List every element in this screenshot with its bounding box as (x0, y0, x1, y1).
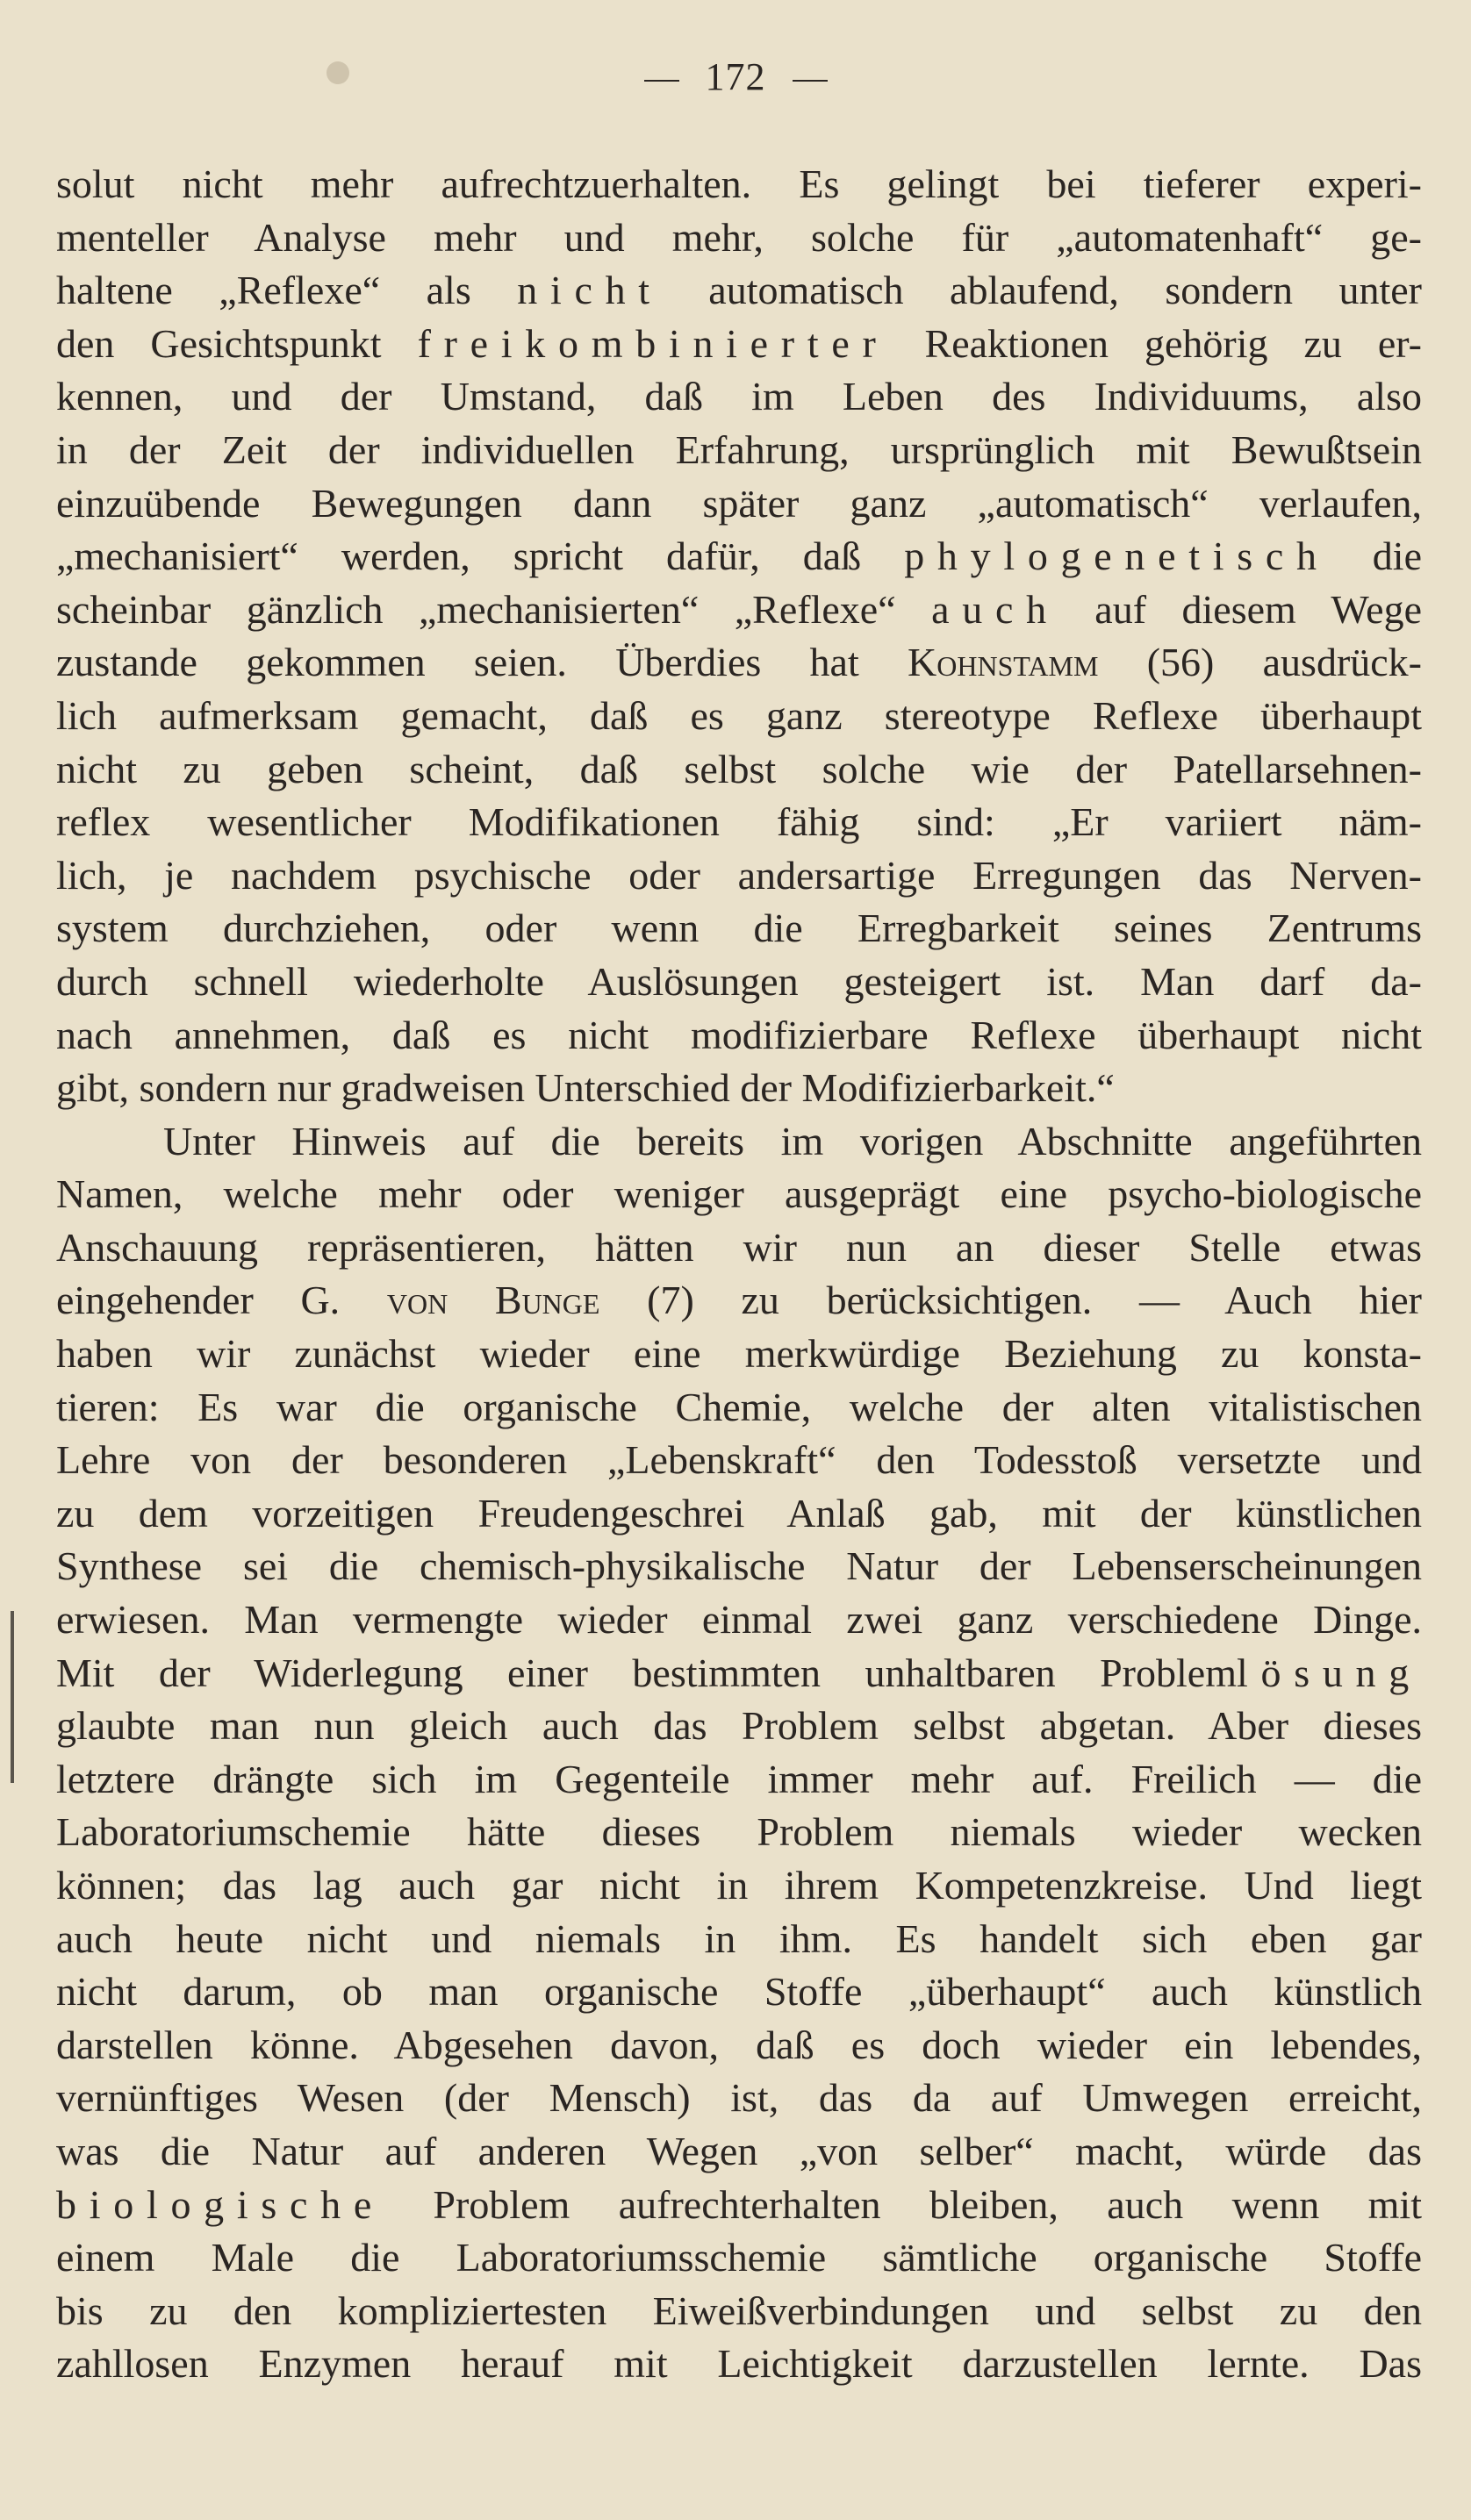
text-run: menteller Analyse mehr und mehr, solche für „automatenhaft“ ge- (56, 214, 1422, 260)
text-run: zustande gekommen seien. Überdies hat (56, 640, 908, 685)
text-line (56, 158, 1422, 211)
spaced-emphasis: biologische (56, 2181, 384, 2227)
text-line (56, 1168, 1422, 1221)
text-run: Laboratoriumschemie hätte dieses Problem niemals wieder wecken (56, 1809, 1422, 1855)
text-line (56, 2019, 1422, 2073)
text-line (56, 849, 1422, 903)
text-run: haltene „Reflexe“ als (56, 268, 518, 313)
text-run: reflex wesentlicher Modifikationen fähig sind: „Er variiert näm- (56, 799, 1422, 845)
text-run: system durchziehen, oder wenn die Erregbarkeit seines Zentrums (56, 906, 1422, 951)
text-run: was die Natur auf anderen Wegen „von selber“ macht, würde das (56, 2128, 1422, 2173)
text-run: „mechanisiert“ werden, spricht dafür, daß (56, 533, 905, 579)
text-run: kennen, und der Umstand, daß im Leben des Individuums, also (56, 374, 1422, 419)
text-line (56, 2285, 1422, 2338)
spaced-emphasis: nicht (517, 268, 663, 313)
text-run: die (1329, 533, 1422, 579)
text-run: erwiesen. Man vermengte wieder einmal zwei ganz verschiedene Dinge. (56, 1597, 1422, 1643)
text-run: automatisch ablaufend, sondern unter (662, 268, 1422, 313)
text-line (56, 1806, 1422, 1859)
text-run: lich, je nachdem psychische oder andersartige Erregungen das Nerven- (56, 852, 1422, 898)
text-run: Lehre von der besonderen „Lebenskraft“ den Todesstoß versetzte und (56, 1437, 1422, 1483)
spaced-emphasis: phylogenetisch (904, 533, 1330, 579)
text-line (56, 2337, 1422, 2391)
text-line (56, 743, 1422, 797)
text-line (56, 2072, 1422, 2125)
text-line (56, 1487, 1422, 1541)
text-line (56, 1328, 1422, 1381)
text-run: auch heute nicht und niemals in ihm. Es handelt sich eben gar (56, 1915, 1422, 1961)
text-run: in der Zeit der individuellen Erfahrung, ursprünglich mit Bewußtsein (56, 426, 1422, 472)
text-line (56, 2179, 1422, 2232)
text-line (56, 1009, 1422, 1063)
text-line (56, 530, 1422, 583)
text-run: letztere drängte sich im Gegenteile immer mehr auf. Freilich — die (56, 1756, 1422, 1801)
text-run: auf diesem Wege (1058, 586, 1422, 632)
text-run: einzuübende Bewegungen dann später ganz „automatisch“ verlaufen, (56, 480, 1422, 526)
page-number: 172 (705, 55, 766, 98)
text-line (56, 1700, 1422, 1753)
text-line (56, 1913, 1422, 1966)
text-run: haben wir zunächst wieder eine merkwürdige Beziehung zu konsta- (56, 1331, 1422, 1377)
text-line (56, 477, 1422, 531)
author-name: von Bunge (386, 1278, 600, 1323)
text-line (56, 796, 1422, 849)
text-line (56, 902, 1422, 956)
text-run: einem Male die Laboratoriumsschemie sämtliche organische Stoffe (56, 2235, 1422, 2280)
text-run: scheinbar gänzlich „mechanisierten“ „Reflexe“ (56, 586, 932, 632)
text-line (56, 690, 1422, 743)
text-line (56, 636, 1422, 690)
text-run: durch schnell wiederholte Auslösungen gesteigert ist. Man darf da- (56, 958, 1422, 1004)
text-run: darstellen könne. Abgesehen davon, daß es doch wieder ein lebendes, (56, 2022, 1422, 2067)
text-line (56, 1274, 1422, 1328)
text-run: (56) ausdrück- (1098, 640, 1422, 685)
text-run: können; das lag auch gar nicht in ihrem Kompetenzkreise. Und liegt (56, 1863, 1422, 1908)
right-dash (793, 80, 828, 82)
text-run: lich aufmerksam gemacht, daß es ganz stereotype Reflexe überhaupt (56, 692, 1422, 738)
text-run: vernünftiges Wesen (der Mensch) ist, das da auf Umwegen erreicht, (56, 2075, 1422, 2121)
text-run: zahllosen Enzymen herauf mit Leichtigkeit darzustellen lernte. Das (56, 2341, 1422, 2387)
text-run: Reaktionen gehörig zu er- (888, 320, 1422, 366)
text-line (56, 318, 1422, 371)
text-line (56, 1062, 1422, 1115)
text-run: gibt, sondern nur gradweisen Unterschied der Modifizierbarkeit.“ (56, 1065, 1115, 1111)
text-run: glaubte man nun gleich auch das Problem selbst abgetan. Aber dieses (56, 1703, 1422, 1749)
text-line (56, 1593, 1422, 1647)
text-run: nicht darum, ob man organische Stoffe „überhaupt“ auch künstlich (56, 1969, 1422, 2015)
text-line (56, 1647, 1422, 1700)
text-run: nicht zu geben scheint, daß selbst solche wie der Patellarsehnen- (56, 746, 1422, 791)
page-number-header (0, 54, 1471, 99)
text-line (56, 2231, 1422, 2285)
text-run: Unter Hinweis auf die bereits im vorigen Abschnitte angeführten (163, 1118, 1422, 1163)
text-line (56, 1540, 1422, 1593)
text-run: Namen, welche mehr oder weniger ausgeprägt eine psycho-biologische (56, 1171, 1422, 1217)
text-line (56, 370, 1422, 424)
text-line (56, 2125, 1422, 2179)
text-run: eingehender G. (56, 1278, 387, 1323)
text-line (56, 583, 1422, 637)
text-run: Mit der Widerlegung einer bestimmten unhaltbaren Problem (56, 1650, 1237, 1695)
text-line (56, 424, 1422, 477)
text-line (56, 1965, 1422, 2019)
text-line (56, 1221, 1422, 1275)
text-run: den Gesichtspunkt (56, 320, 418, 366)
spaced-emphasis: auch (931, 586, 1059, 632)
text-line (56, 1859, 1422, 1913)
left-dash (644, 80, 679, 82)
text-line (56, 1753, 1422, 1807)
text-line (56, 1115, 1422, 1169)
spaced-emphasis: freikombinierter (417, 320, 889, 366)
text-run: solut nicht mehr aufrechtzuerhalten. Es gelingt bei tieferer experi- (56, 161, 1422, 206)
text-run: Synthese sei die chemisch-physikalische Natur der Lebenserscheinungen (56, 1543, 1422, 1589)
text-run: nach annehmen, daß es nicht modifizierbare Reflexe überhaupt nicht (56, 1012, 1422, 1057)
text-run: (7) zu berücksichtigen. — Auch hier (599, 1278, 1422, 1323)
text-run: Problem aufrechterhalten bleiben, auch wenn mit (384, 2181, 1422, 2227)
text-run: zu dem vorzeitigen Freudengeschrei Anlaß gab, mit der künstlichen (56, 1490, 1422, 1536)
text-run: Anschauung repräsentieren, hätten wir nun an dieser Stelle etwas (56, 1224, 1422, 1270)
pencil-margin-mark (11, 1611, 19, 1783)
text-run: tieren: Es war die organische Chemie, welche der alten vitalistischen (56, 1384, 1422, 1429)
spaced-emphasis: lösung (1236, 1650, 1422, 1695)
text-line (56, 1381, 1422, 1435)
text-line (56, 264, 1422, 318)
text-run: bis zu den kompliziertesten Eiweißverbindungen und selbst zu den (56, 2287, 1422, 2333)
text-line (56, 211, 1422, 265)
text-line (56, 956, 1422, 1009)
body-text (56, 158, 1422, 2391)
author-name: Kohnstamm (908, 640, 1099, 685)
text-line (56, 1434, 1422, 1487)
